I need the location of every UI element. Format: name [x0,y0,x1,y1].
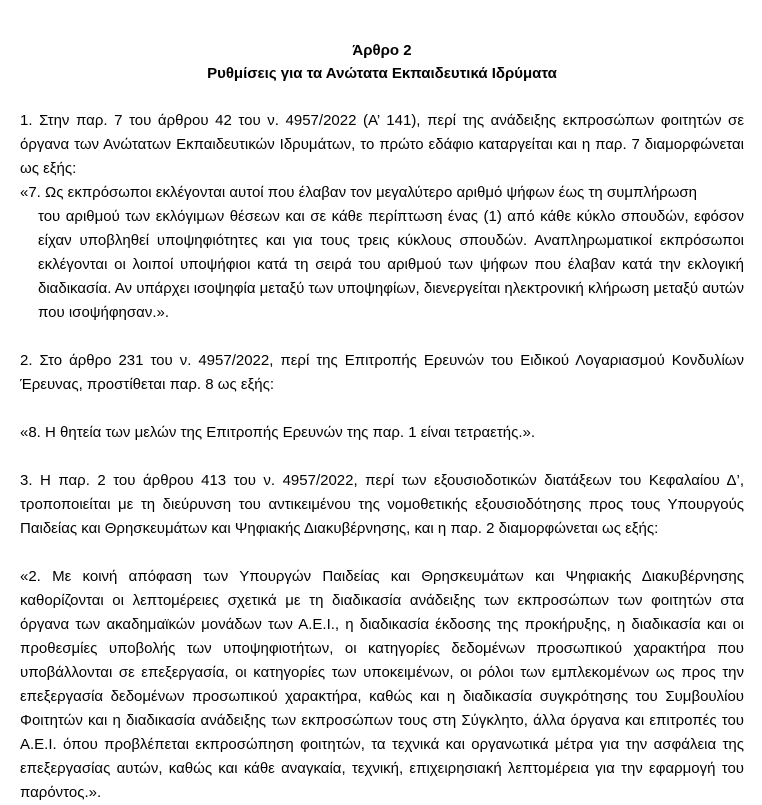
quoted-provision-8: «8. Η θητεία των μελών της Επιτροπής Ερευνών της παρ. 1 είναι τετραετής.». [20,424,536,441]
paragraph-2: 2. Στο άρθρο 231 του ν. 4957/2022, περί της Επιτροπής Ερευνών του Ειδικού Λογαριασμού Κονδυλίων Έρευνας, προστίθεται παρ. 8 ως εξής: [20,352,744,393]
article-subtitle: Ρυθμίσεις για τα Ανώτατα Εκπαιδευτικά Ιδρύματα [207,65,557,82]
quoted-provision-7-first-line: «7. Ως εκπρόσωποι εκλέγονται αυτοί που έλαβαν τον μεγαλύτερο αριθμό ψήφων έως τη συμπλήρωση [20,184,698,201]
quoted-provision-2: «2. Με κοινή απόφαση των Υπουργών Παιδείας και Θρησκευμάτων και Ψηφιακής Διακυβέρνησης καθορίζονται οι λεπτομέρειες σχετικά με τη διαδικασία ανάδειξης των εκπροσώπων των φοιτητών στα όργανα των ακαδημαϊκών μονάδων των Α.Ε.Ι., η διαδικασία έκδοσης της προκήρυξης, η διαδικασία και οι προθεσμίες υποβολής των υποψηφιοτήτων, οι κατηγορίες δεδομένων προσωπικού χαρακτήρα που υποβάλλονται σε επεξεργασία, οι κατηγορίες των υποκειμένων, οι ρόλοι των εμπλεκομένων ως προς την επεξεργασία δεδομένων προσωπικού χαρακτήρα, καθώς και η διαδικασία συγκρότησης του Συμβουλίου Φοιτητών και η διαδικασία ανάδειξης των εκπροσώπων τους στη Σύγκλητο, άλλα όργανα και επιτροπές του Α.Ε.Ι. όπου προβλέπεται εκπροσώπηση φοιτητών, τα τεχνικά και οργανωτικά μέτρα για την ασφάλεια της επεξεργασίας αυτών, καθώς και κάθε αναγκαία, τεχνική, επιχειρησιακή λεπτομέρεια για την εφαρμογή του παρόντος.». [20,568,744,801]
paragraph-3: 3. Η παρ. 2 του άρθρου 413 του ν. 4957/2022, περί των εξουσιοδοτικών διατάξεων του Κεφαλαίου Δ’, τροποποιείται με τη διεύρυνση του αντικειμένου της νομοθετικής εξουσιοδότησης προς τους Υπουργούς Παιδείας και Θρησκευμάτων και Ψηφιακής Διακυβέρνησης, και η παρ. 2 διαμορφώνεται ως εξής: [20,472,744,537]
quoted-provision-7-body: του αριθμού των εκλόγιμων θέσεων και σε κάθε περίπτωση ένας (1) από κάθε κύκλο σπουδών, εφόσον είχαν υποβληθεί υποψηφιότητες και για τους τρεις κύκλους σπουδών. Αναπληρωματικοί εκπρόσωποι εκλέγονται οι λοιποί υποψήφιοι κατά τη σειρά του αριθμού των ψήφων που έλαβαν κατά την εκλογική διαδικασία. Αν υπάρχει ισοψηφία μεταξύ των υποψηφίων, διενεργείται ηλεκτρονική κλήρωση μεταξύ αυτών που ισοψήφησαν.». [38,208,745,321]
article-title: Άρθρο 2 [352,42,412,59]
quoted-provision-7 [20,181,744,325]
document-page [20,0,744,805]
paragraph-1: 1. Στην παρ. 7 του άρθρου 42 του ν. 4957/2022 (Α’ 141), περί της ανάδειξης εκπροσώπων φοιτητών σε όργανα των Ανώτατων Εκπαιδευτικών Ιδρυμάτων, το πρώτο εδάφιο καταργείται και η παρ. 7 διαμορφώνεται ως εξής: [20,112,744,177]
